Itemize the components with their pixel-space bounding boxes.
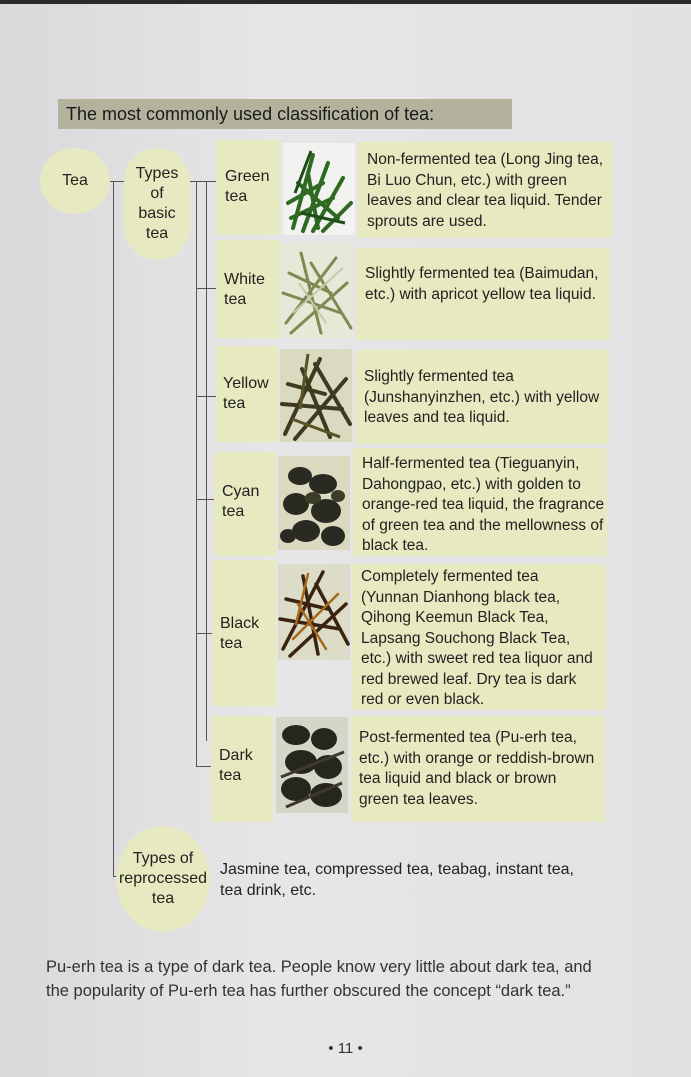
reprocessed-desc: Jasmine tea, compressed tea, teabag, instant tea, tea drink, etc.	[220, 861, 574, 899]
connector-inner-v	[206, 181, 207, 741]
yellow-tea-label: Yellow tea	[223, 375, 269, 412]
body-paragraph: Pu-erh tea is a type of dark tea. People know very little about dark tea, and the popularity of Pu-erh tea has further obscured the concept “dark tea.”	[46, 957, 592, 1000]
page-number: • 11 •	[328, 1040, 363, 1057]
reprocessed-tea-node	[116, 826, 210, 932]
reprocessed-tea-label: Types of reprocessed tea	[118, 850, 208, 907]
black-tea-photo	[278, 564, 350, 660]
green-tea-photo	[283, 143, 355, 235]
cyan-tea-desc: Half-fermented tea (Tieguanyin, Dahongpao, etc.) with golden to orange-red tea liquid, the fragrance of green tea and the mellowness of black tea.	[362, 455, 605, 554]
green-tea-label: Green tea	[225, 168, 270, 205]
cyan-tea-label: Cyan tea	[222, 483, 260, 520]
white-tea-label: White tea	[224, 271, 265, 308]
connector-basic-h	[186, 181, 216, 182]
basic-tea-node	[124, 148, 190, 260]
white-tea-photo	[281, 243, 353, 338]
yellow-tea-desc: Slightly fermented tea (Junshanyinzhen, etc.) with yellow leaves and tea liquid.	[364, 368, 600, 426]
tea-root-label: Tea	[62, 172, 88, 189]
cyan-tea-photo	[278, 456, 350, 550]
dark-tea-desc: Post-fermented tea (Pu-erh tea, etc.) with orange or reddish-brown tea liquid and black or brown green tea leaves.	[359, 729, 595, 808]
connector-root-v	[113, 181, 114, 877]
black-tea-desc: Completely fermented tea (Yunnan Dianhong black tea, Qihong Keemun Black Tea, Lapsang Souchong Black Tea, etc.) with sweet red tea liquor and red brewed leaf. Dry tea is dark red or even black.	[361, 568, 593, 708]
black-tea-label: Black tea	[220, 615, 260, 652]
connector-cyan	[196, 499, 214, 500]
section-title: The most commonly used classification of tea:	[58, 99, 512, 129]
basic-tea-label: Types of basic tea	[135, 165, 179, 242]
dark-tea-photo	[276, 717, 348, 813]
tea-root-node	[40, 148, 110, 214]
white-tea-desc: Slightly fermented tea (Baimudan, etc.) with apricot yellow tea liquid.	[365, 265, 599, 303]
top-edge	[0, 0, 691, 4]
connector-basic-v	[196, 181, 197, 766]
green-tea-desc: Non-fermented tea (Long Jing tea, Bi Luo Chun, etc.) with green leaves and clear tea liquid. Tender sprouts are used.	[367, 151, 604, 230]
yellow-tea-photo	[280, 349, 352, 442]
dark-tea-label: Dark tea	[219, 747, 253, 784]
